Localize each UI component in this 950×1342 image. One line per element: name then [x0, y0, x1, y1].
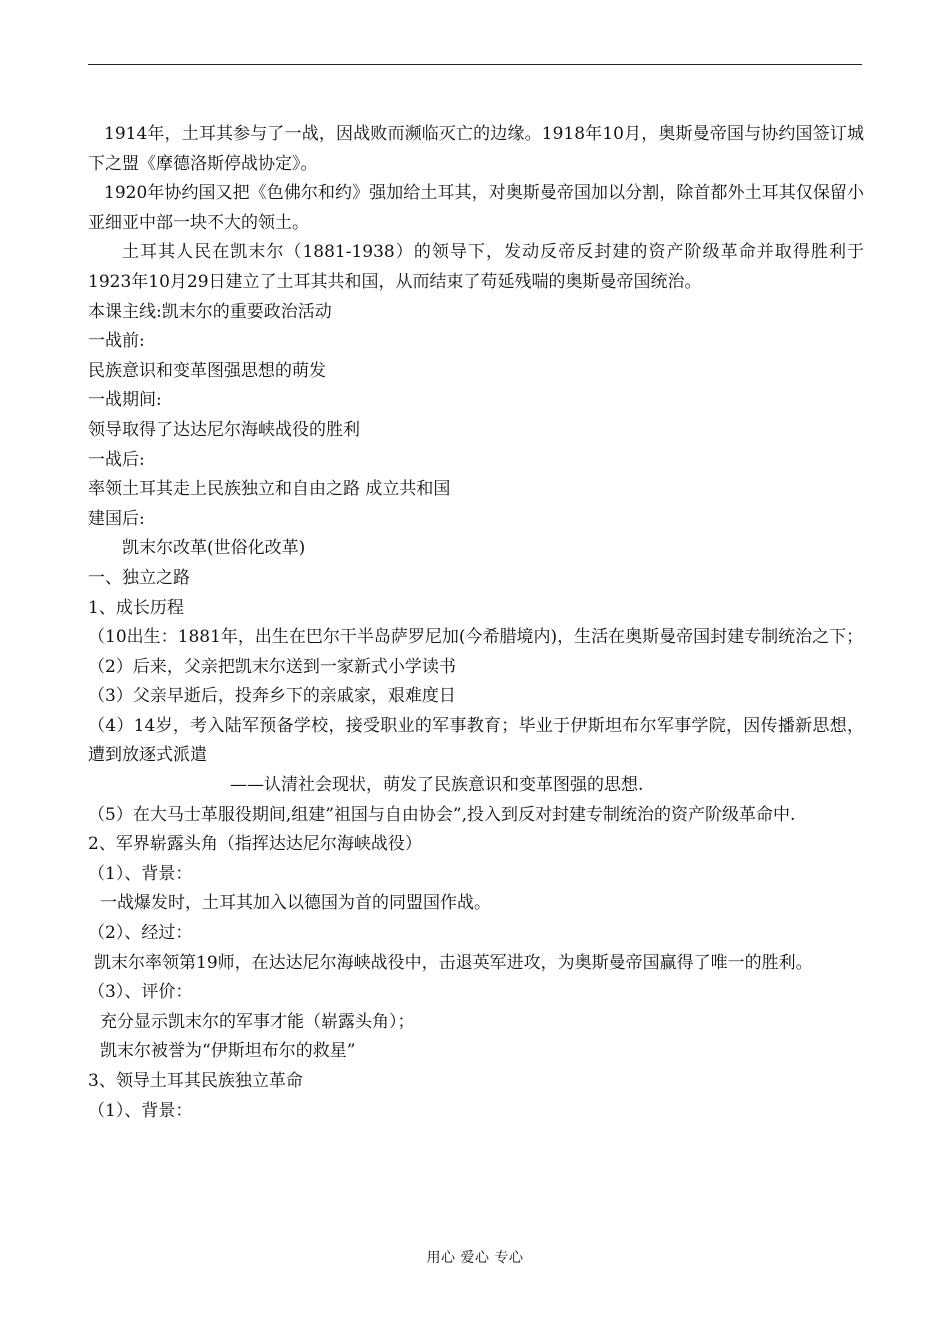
growth-item-4: （4）14岁，考入陆军预备学校，接受职业的军事教育；毕业于伊斯坦布尔军事学院，因传播新思想，遭到放逐式派遣 — [88, 715, 864, 766]
subsection-growth: 1、成长历程 — [88, 597, 184, 618]
military-evaluation-label: （3）、评价： — [88, 982, 193, 1003]
military-background-text: 一战爆发时，土耳其加入以德国为首的同盟国作战。 — [100, 893, 491, 914]
paragraph-1914: 1914年，土耳其参与了一战，因战败而濒临灭亡的边缘。1918年10月，奥斯曼帝国与协约国签订城下之盟《摩德洛斯停战协定》。 — [88, 124, 864, 174]
military-evaluation-text-2: 凯末尔被誉为“伊斯坦布尔的救星” — [100, 1041, 356, 1062]
period-after-war-detail: 率领土耳其走上民族独立和自由之路 成立共和国 — [88, 479, 451, 500]
paragraph-1920: 1920年协约国又把《色佛尔和约》强加给土耳其，对奥斯曼帝国加以分割，除首都外土耳其仅保留小亚细亚中部一块不大的领土。 — [88, 183, 864, 233]
period-before-war-detail: 民族意识和变革图强思想的萌发 — [88, 360, 326, 381]
growth-item-2: （2）后来，父亲把凯末尔送到一家新式小学读书 — [88, 656, 456, 677]
military-background-label: （1）、背景： — [88, 863, 193, 884]
page-footer: 用心 爱心 专心 — [426, 1250, 524, 1266]
military-process-text: 凯末尔率领第19师，在达达尼尔海峡战役中，击退英军进攻，为奥斯曼帝国赢得了唯一的胜利。 — [94, 952, 813, 973]
main-line-heading: 本课主线:凯末尔的重要政治活动 — [88, 301, 332, 322]
military-process-label: （2）、经过： — [88, 923, 193, 944]
document-body — [88, 120, 864, 1126]
period-before-war: 一战前: — [88, 331, 145, 352]
paragraph-kemal-leadership: 土耳其人民在凯末尔（1881-1938）的领导下，发动反帝反封建的资产阶级革命并取得胜利于1923年10月29日建立了土耳其共和国，从而结束了苟延残喘的奥斯曼帝国统治。 — [88, 242, 864, 292]
growth-item-3: （3）父亲早逝后，投奔乡下的亲戚家，艰难度日 — [88, 686, 456, 707]
subsection-revolution: 3、领导土耳其民族独立革命 — [88, 1071, 303, 1091]
header-rule — [88, 64, 862, 65]
period-after-founding-detail: 凯末尔改革(世俗化改革) — [122, 538, 306, 559]
growth-item-1: （10出生：1881年，出生在巴尔干半岛萨罗尼加(今希腊境内)，生活在奥斯曼帝国封建专制统治之下； — [88, 627, 864, 648]
subsection-military: 2、军界崭露头角（指挥达达尼尔海峡战役） — [88, 834, 422, 855]
military-evaluation-text-1: 充分显示凯末尔的军事才能（崭露头角）； — [100, 1011, 415, 1032]
period-after-war: 一战后: — [88, 449, 145, 470]
revolution-background-label: （1）、背景： — [88, 1100, 193, 1121]
period-during-war-detail: 领导取得了达达尼尔海峡战役的胜利 — [88, 419, 360, 440]
section-heading-independence: 一、独立之路 — [88, 567, 190, 588]
growth-item-5: （5）在大马士革服役期间,组建”祖国与自由协会”,投入到反对封建专制统治的资产阶级革命中. — [88, 804, 796, 825]
period-during-war: 一战期间: — [88, 390, 162, 411]
growth-conclusion: ——认清社会现状，萌发了民族意识和变革图强的思想. — [230, 775, 644, 796]
period-after-founding: 建国后: — [88, 508, 145, 529]
